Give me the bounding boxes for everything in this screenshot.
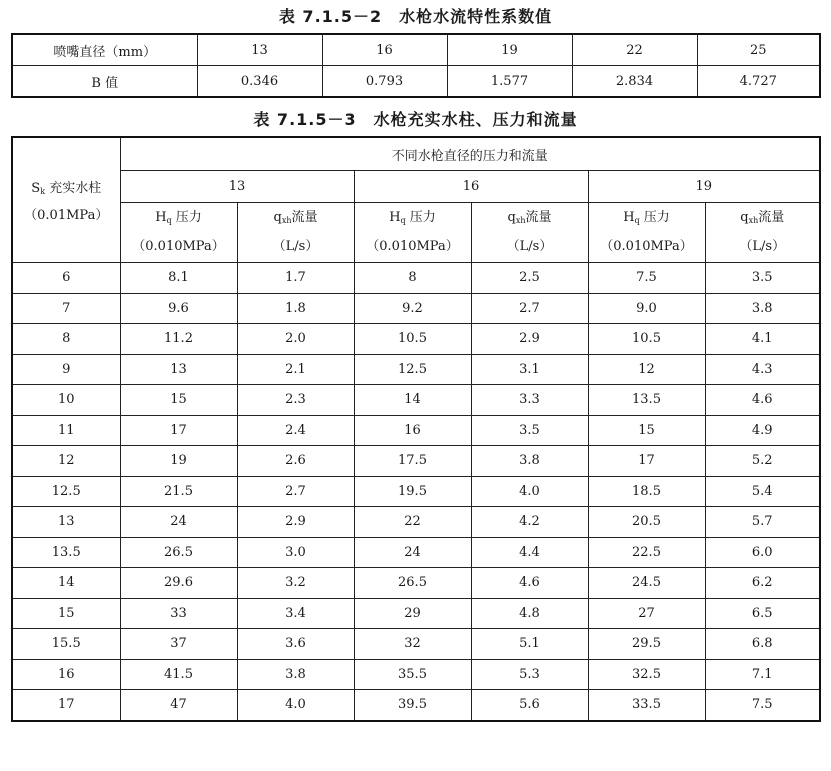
table-cell: 7.5 (705, 690, 820, 721)
table-row (12, 537, 820, 568)
table-cell: 3.5 (705, 263, 820, 294)
table-cell: 39.5 (354, 690, 471, 721)
table-cell: 26.5 (120, 537, 237, 568)
table1-cell: 25 (697, 34, 820, 66)
table-cell: 2.1 (237, 354, 354, 385)
table-cell: 4.9 (705, 415, 820, 446)
table-cell: 15 (120, 385, 237, 416)
table-cell: 29.6 (120, 568, 237, 599)
table-cell: 32.5 (588, 659, 705, 690)
table-cell: 13 (120, 354, 237, 385)
sk-value-cell: 12.5 (12, 476, 120, 507)
table1-row (12, 66, 820, 98)
table-cell: 4.4 (471, 537, 588, 568)
q-unit: （L/s） (506, 239, 553, 254)
table-row (12, 690, 820, 721)
table1-row-label: 喷嘴直径（mm） (12, 34, 197, 66)
table1-cell: 22 (572, 34, 697, 66)
sk-value-cell: 16 (12, 659, 120, 690)
table-cell: 35.5 (354, 659, 471, 690)
q-symbol: q (273, 210, 282, 225)
table-cell: 4.8 (471, 598, 588, 629)
table-cell: 17 (588, 446, 705, 477)
table-cell: 3.3 (471, 385, 588, 416)
pressure-header (588, 203, 705, 263)
diameter-header: 13 (120, 171, 354, 203)
h-subscript: q (634, 216, 640, 225)
table-row (12, 476, 820, 507)
sk-value-cell: 12 (12, 446, 120, 477)
table-row (12, 385, 820, 416)
table-cell: 4.6 (471, 568, 588, 599)
h-label: 压力 (405, 210, 436, 225)
water-column-pressure-flow-table (11, 136, 821, 722)
table-cell: 4.2 (471, 507, 588, 538)
q-subscript: xh (515, 216, 526, 225)
h-symbol: H (155, 210, 167, 225)
q-symbol: q (507, 210, 516, 225)
q-unit: （L/s） (739, 239, 786, 254)
table1-caption: 表 7.1.5－2 水枪水流特性系数值 (278, 7, 553, 26)
table1-cell: 1.577 (447, 66, 572, 98)
table-cell: 33 (120, 598, 237, 629)
table-row (12, 568, 820, 599)
table-row (12, 324, 820, 355)
table1-row-label: B 值 (12, 66, 197, 98)
table-cell: 21.5 (120, 476, 237, 507)
table-cell: 22 (354, 507, 471, 538)
table1-cell: 16 (322, 34, 447, 66)
table-cell: 16 (354, 415, 471, 446)
sk-value-cell: 17 (12, 690, 120, 721)
table-cell: 4.0 (237, 690, 354, 721)
table-cell: 13.5 (588, 385, 705, 416)
table-row (12, 293, 820, 324)
h-label: 压力 (171, 210, 202, 225)
table-cell: 27 (588, 598, 705, 629)
h-unit: （0.010MPa） (600, 239, 693, 254)
h-subscript: q (400, 216, 406, 225)
table-cell: 7.5 (588, 263, 705, 294)
table-cell: 47 (120, 690, 237, 721)
table-cell: 4.1 (705, 324, 820, 355)
table-cell: 6.8 (705, 629, 820, 660)
sk-unit: （0.01MPa） (24, 208, 109, 223)
table-cell: 2.7 (471, 293, 588, 324)
table-row (12, 629, 820, 660)
sk-value-cell: 13.5 (12, 537, 120, 568)
table-cell: 2.3 (237, 385, 354, 416)
table2-caption: 表 7.1.5－3 水枪充实水柱、压力和流量 (253, 110, 578, 129)
table-cell: 6.5 (705, 598, 820, 629)
table-cell: 22.5 (588, 537, 705, 568)
table-cell: 32 (354, 629, 471, 660)
table-cell: 4.0 (471, 476, 588, 507)
table-cell: 3.0 (237, 537, 354, 568)
table-cell: 3.1 (471, 354, 588, 385)
sk-value-cell: 15 (12, 598, 120, 629)
q-label: 流量 (291, 210, 318, 225)
sk-value-cell: 11 (12, 415, 120, 446)
table-cell: 5.3 (471, 659, 588, 690)
table-cell: 6.0 (705, 537, 820, 568)
table-cell: 10.5 (588, 324, 705, 355)
sk-value-cell: 7 (12, 293, 120, 324)
table-cell: 2.4 (237, 415, 354, 446)
table-cell: 3.8 (237, 659, 354, 690)
table1-row (12, 34, 820, 66)
table-cell: 15 (588, 415, 705, 446)
table-cell: 41.5 (120, 659, 237, 690)
table-cell: 29.5 (588, 629, 705, 660)
table-cell: 24.5 (588, 568, 705, 599)
table1-cell: 19 (447, 34, 572, 66)
table-cell: 14 (354, 385, 471, 416)
table-cell: 24 (120, 507, 237, 538)
q-symbol: q (740, 210, 749, 225)
flow-header (471, 203, 588, 263)
table-cell: 2.6 (237, 446, 354, 477)
h-symbol: H (389, 210, 401, 225)
table-cell: 37 (120, 629, 237, 660)
sk-value-cell: 15.5 (12, 629, 120, 660)
table-cell: 2.9 (471, 324, 588, 355)
table-cell: 8 (354, 263, 471, 294)
table1-cell: 2.834 (572, 66, 697, 98)
table-cell: 1.7 (237, 263, 354, 294)
table-cell: 6.2 (705, 568, 820, 599)
q-subscript: xh (281, 216, 292, 225)
table-cell: 2.9 (237, 507, 354, 538)
sk-value-cell: 9 (12, 354, 120, 385)
table-cell: 11.2 (120, 324, 237, 355)
q-unit: （L/s） (272, 239, 319, 254)
table-cell: 2.5 (471, 263, 588, 294)
table-cell: 5.4 (705, 476, 820, 507)
sk-value-cell: 8 (12, 324, 120, 355)
table1-cell: 0.346 (197, 66, 322, 98)
sk-subscript: k (40, 187, 46, 196)
table-cell: 17.5 (354, 446, 471, 477)
table-cell: 5.7 (705, 507, 820, 538)
sk-label: 充实水柱 (45, 181, 102, 196)
table-cell: 5.6 (471, 690, 588, 721)
table-cell: 8.1 (120, 263, 237, 294)
table-cell: 24 (354, 537, 471, 568)
h-label: 压力 (639, 210, 670, 225)
table-cell: 4.6 (705, 385, 820, 416)
h-unit: （0.010MPa） (366, 239, 459, 254)
table-row (12, 598, 820, 629)
q-label: 流量 (758, 210, 785, 225)
h-unit: （0.010MPa） (132, 239, 225, 254)
table-cell: 5.2 (705, 446, 820, 477)
table-cell: 5.1 (471, 629, 588, 660)
flow-header (237, 203, 354, 263)
flow-header (705, 203, 820, 263)
sk-header-cell (12, 137, 120, 263)
sk-value-cell: 13 (12, 507, 120, 538)
table-cell: 3.8 (471, 446, 588, 477)
table-cell: 33.5 (588, 690, 705, 721)
diameter-header: 16 (354, 171, 588, 203)
table-cell: 29 (354, 598, 471, 629)
table-row (12, 446, 820, 477)
table-row (12, 415, 820, 446)
table-cell: 3.4 (237, 598, 354, 629)
sk-value-cell: 10 (12, 385, 120, 416)
table-cell: 19.5 (354, 476, 471, 507)
table-row (12, 263, 820, 294)
table-cell: 9.6 (120, 293, 237, 324)
table-cell: 3.2 (237, 568, 354, 599)
pressure-header (120, 203, 237, 263)
q-label: 流量 (525, 210, 552, 225)
table-cell: 9.0 (588, 293, 705, 324)
nozzle-coefficient-table (11, 33, 821, 98)
table-cell: 3.8 (705, 293, 820, 324)
table1-cell: 4.727 (697, 66, 820, 98)
table-cell: 2.0 (237, 324, 354, 355)
table-cell: 17 (120, 415, 237, 446)
table-cell: 9.2 (354, 293, 471, 324)
table-cell: 26.5 (354, 568, 471, 599)
table-row (12, 354, 820, 385)
sk-value-cell: 6 (12, 263, 120, 294)
table-cell: 12 (588, 354, 705, 385)
table-cell: 7.1 (705, 659, 820, 690)
table-cell: 4.3 (705, 354, 820, 385)
table-cell: 1.8 (237, 293, 354, 324)
diameter-header: 19 (588, 171, 820, 203)
table-cell: 10.5 (354, 324, 471, 355)
table-row (12, 659, 820, 690)
table-cell: 3.5 (471, 415, 588, 446)
pressure-header (354, 203, 471, 263)
table1-cell: 13 (197, 34, 322, 66)
table-cell: 19 (120, 446, 237, 477)
h-symbol: H (623, 210, 635, 225)
table-cell: 18.5 (588, 476, 705, 507)
q-subscript: xh (748, 216, 759, 225)
table1-cell: 0.793 (322, 66, 447, 98)
table-cell: 2.7 (237, 476, 354, 507)
h-subscript: q (166, 216, 172, 225)
table-row (12, 507, 820, 538)
sk-value-cell: 14 (12, 568, 120, 599)
table-cell: 12.5 (354, 354, 471, 385)
sk-symbol: S (31, 181, 41, 196)
table-cell: 20.5 (588, 507, 705, 538)
table-cell: 3.6 (237, 629, 354, 660)
group-header: 不同水枪直径的压力和流量 (120, 137, 820, 171)
